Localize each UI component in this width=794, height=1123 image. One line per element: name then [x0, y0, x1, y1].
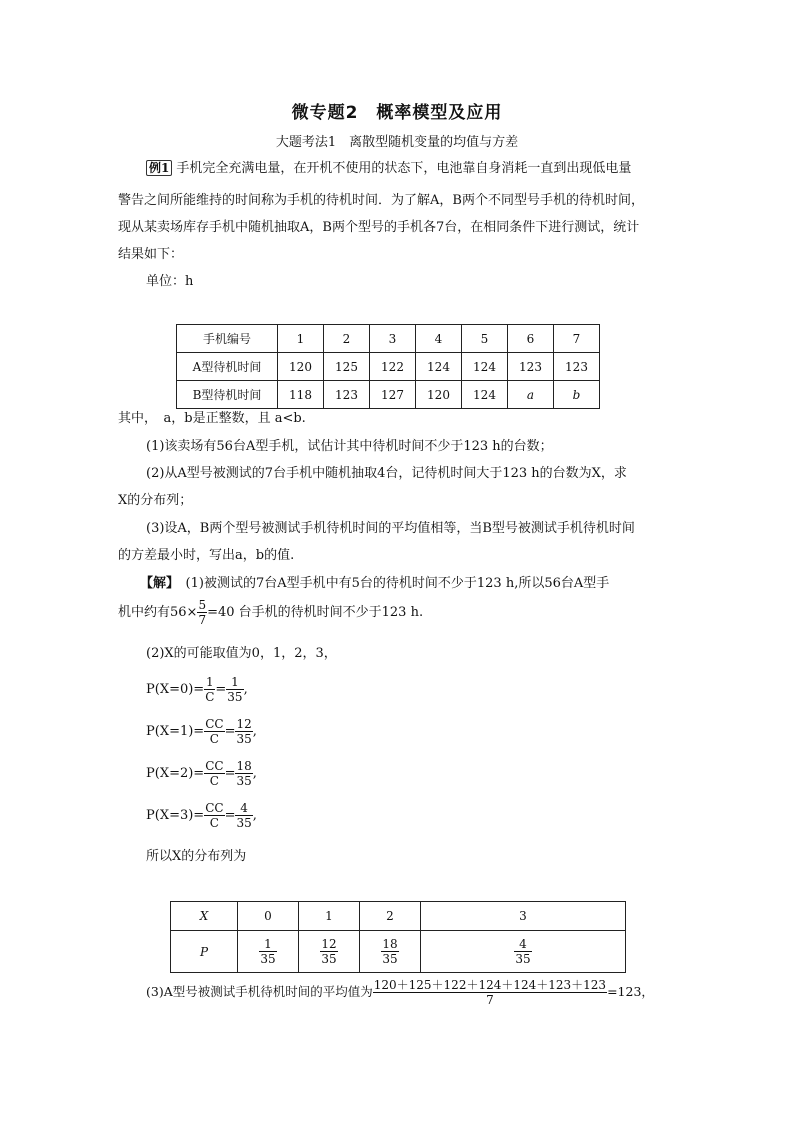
unit-label: 单位：h — [146, 274, 194, 289]
table-row: 手机编号 1 2 3 4 5 6 7 — [177, 325, 600, 353]
example-tag: 例1 — [146, 160, 172, 176]
prob-x1: P(X=1)= $\frac{CC}{C}$ = $\frac{12}{35}$ , — [146, 717, 257, 746]
example-line-1: 例1 手机完全充满电量，在开机不使用的状态下，电池靠自身消耗一直到出现低电量 — [146, 160, 631, 178]
table-row: A型待机时间 120 125 122 124 124 123 123 — [177, 353, 600, 381]
example-line-2: 警告之间所能维持的时间称为手机的待机时间．为了解A，B两个不同型号手机的待机时间， — [118, 193, 644, 208]
question-3-line-1: (3)设A，B两个型号被测试手机待机时间的平均值相等，当B型号被测试手机待机时间 — [146, 521, 635, 536]
question-1: (1)该卖场有56台A型手机，试估计其中待机时间不少于123 h的台数； — [146, 439, 553, 454]
solution-tag: 【解】 — [140, 576, 173, 591]
standby-time-table — [176, 324, 600, 409]
example-line-3: 现从某卖场库存手机中随机抽取A，B两个型号的手机各7台，在相同条件下进行测试，统计 — [118, 220, 640, 235]
question-2-line-1: (2)从A型号被测试的7台手机中随机抽取4台，记待机时间大于123 h的台数为X，求 — [146, 466, 627, 481]
fraction: $\frac{5}{7}$ — [198, 598, 207, 627]
solution-line-2: 机中约有56× $\frac{5}{7}$ =40 台手机的待机时间不少于123 h. — [118, 598, 424, 627]
table-row: B型待机时间 118 123 127 120 124 a b — [177, 381, 600, 409]
conditions-note: 其中， a，b是正整数，且 a<b. — [118, 411, 306, 426]
example-line-4: 结果如下： — [118, 247, 184, 262]
prob-x2: P(X=2)= $\frac{CC}{C}$ = $\frac{18}{35}$ , — [146, 759, 257, 788]
solution-part-2: (2)X的可能取值为0，1，2，3， — [146, 646, 337, 661]
section-subtitle: 大题考法1 离散型随机变量的均值与方差 — [275, 135, 519, 150]
prob-x0: P(X=0)= $\frac{1}{C}$ = $\frac{1}{35}$ , — [146, 675, 248, 704]
question-2-line-2: X的分布列； — [118, 493, 193, 508]
question-3-line-2: 的方差最小时，写出a，b的值. — [118, 548, 295, 563]
solution-part-3: (3)A型号被测试手机待机时间的平均值为 $\frac{120+125+122+124+124+123+123}{7}$ =123， — [146, 978, 654, 1007]
page-title: 微专题2 概率模型及应用 — [291, 103, 503, 123]
table-row: X 0 1 2 3 — [171, 902, 626, 931]
prob-x3: P(X=3)= $\frac{CC}{C}$ = $\frac{4}{35}$ , — [146, 801, 257, 830]
table-row: P $\frac{1}{35}$ $\frac{12}{35}$ $\frac{18}{35}$ $\frac{4}{35}$ — [171, 931, 626, 973]
distribution-intro: 所以X的分布列为 — [146, 849, 247, 864]
distribution-table — [170, 901, 626, 973]
solution-line-1: 【解】 (1)被测试的7台A型手机中有5台的待机时间不少于123 h,所以56台A型手 — [140, 576, 610, 591]
